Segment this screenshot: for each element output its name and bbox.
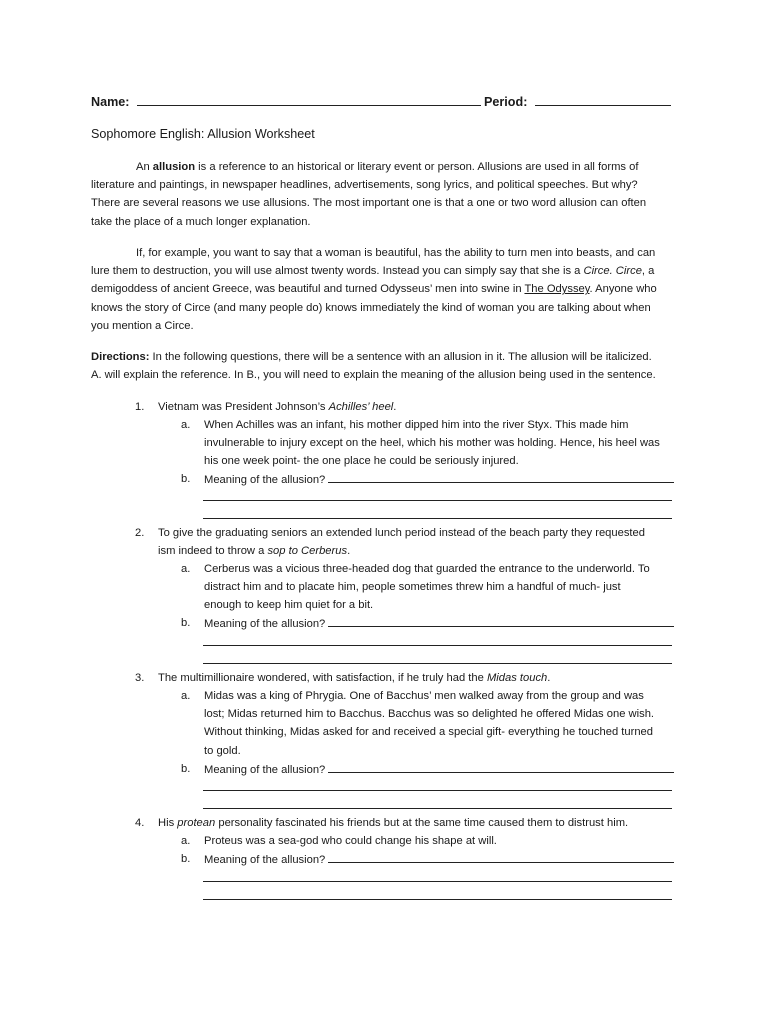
- name-row: [91, 92, 481, 111]
- meaning-prompt: Meaning of the allusion?: [204, 764, 326, 776]
- directions: Directions: In the following questions, there will be a sentence with an allusion in it. The allusion will be italicized. A. will explain the reference. In B., you will need to explain the meaning of the allusion being used in the sentence.: [91, 351, 656, 382]
- meaning-prompt: Meaning of the allusion?: [204, 854, 326, 866]
- answer-line[interactable]: [203, 645, 672, 646]
- allusion-text: Midas touch: [486, 672, 548, 684]
- directions-label: Directions:: [91, 351, 150, 363]
- answer-line[interactable]: [203, 790, 672, 791]
- answer-line[interactable]: [328, 470, 674, 483]
- term-allusion: allusion: [152, 161, 196, 173]
- period-row: [484, 92, 671, 111]
- odyssey-title: The Odyssey: [524, 283, 590, 296]
- answer-line[interactable]: [203, 663, 672, 664]
- answer-line[interactable]: [203, 518, 672, 519]
- period-label: Period:: [484, 95, 528, 109]
- question-4: 4. His protean personality fascinated his friends but at the same time caused them to distrust him. a. Proteus was a sea-god who could change his shape at will. b. Meaning of the allusion?: [135, 814, 695, 909]
- circe-italic: Circe. Circe: [583, 265, 642, 278]
- intro-paragraph-1: An allusion is a reference to an historical or literary event or person. Allusions are used in all forms of literature and paintings, in newspaper headlines, advertisements, song lyrics, and political speeches. But why? There are several reasons we use allusions. The most important one is that a one or two word allusion can often take the place of a much longer explanation.: [91, 161, 647, 228]
- name-label: Name:: [91, 95, 130, 109]
- allusion-text: Achilles’ heel: [328, 401, 394, 413]
- meaning-prompt: Meaning of the allusion?: [204, 474, 326, 486]
- allusion-text: sop to Cerberus: [267, 545, 348, 558]
- answer-line[interactable]: [203, 500, 672, 501]
- worksheet-title: Sophomore English: Allusion Worksheet: [91, 127, 315, 141]
- period-blank[interactable]: [535, 92, 671, 106]
- question-3: 3. The multimillionaire wondered, with satisfaction, if he truly had the Midas touch. a. Midas was a king of Phrygia. One of Bacchus’ men walked away from the group and was lost; Midas returned him to Bacchus. Bacchus was so delighted he offered Midas one wish. Without thinking, Midas asked for and received a special gift- everything he touched turned to gold. b. Meaning of the allusion?: [135, 669, 695, 814]
- meaning-prompt: Meaning of the allusion?: [204, 618, 326, 630]
- question-1: 1. Vietnam was President Johnson’s Achilles’ heel. a. When Achilles was an infant, his mother dipped him into the river Styx. This made him invulnerable to injury except on the heel, which his mother was holding. Hence, his heel was his one week point- the one place he could be seriously injured. b. Meaning of the allusion?: [135, 398, 695, 528]
- question-2: 2. To give the graduating seniors an extended lunch period instead of the beach party they requested ism indeed to throw a sop to Cerberus. a. Cerberus was a vicious three-headed dog that guarded the entrance to the underworld. To distract him and to placate him, people sometimes threw him a handful of much- just enough to keep him quiet for a bit. b. Meaning of the allusion?: [135, 524, 695, 669]
- answer-line[interactable]: [203, 899, 672, 900]
- intro-paragraph-2: If, for example, you want to say that a woman is beautiful, has the ability to turn men into beasts, and can lure them to destruction, you will use almost twenty words. Instead you can simply say that she is a Circe. Circe, a demigoddess of ancient Greece, was beautiful and turned Odysseus’ men into swine in The Odyssey. Anyone who knows the story of Circe (and many people do) knows immediately the kind of woman you are talking about when you mention a Circe.: [91, 247, 657, 332]
- answer-line[interactable]: [328, 760, 674, 773]
- allusion-text: protean: [177, 817, 216, 829]
- answer-line[interactable]: [203, 808, 672, 809]
- answer-line[interactable]: [203, 881, 672, 882]
- name-blank[interactable]: [137, 92, 481, 106]
- answer-line[interactable]: [328, 614, 674, 627]
- answer-line[interactable]: [328, 850, 674, 863]
